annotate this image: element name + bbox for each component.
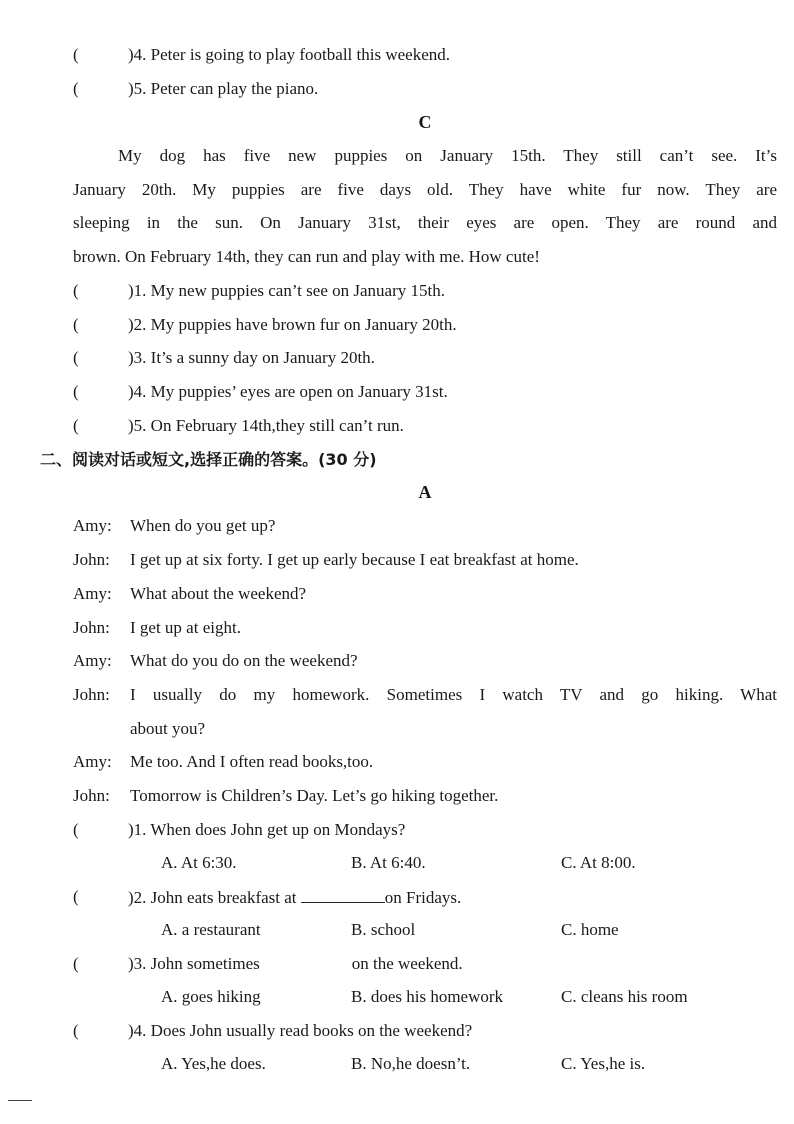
option-c: C. home bbox=[561, 920, 619, 939]
question-text: )5. On February 14th,they still can’t run. bbox=[128, 416, 404, 435]
answer-paren: ( bbox=[73, 79, 79, 98]
dialogue-line bbox=[73, 584, 306, 604]
option-c: C. Yes,he is. bbox=[561, 1054, 646, 1073]
question-text: )2. My puppies have brown fur on January 20th. bbox=[128, 315, 457, 334]
answer-paren: ( bbox=[73, 1021, 79, 1040]
speaker-label: John: bbox=[73, 685, 110, 704]
option-c: C. cleans his room bbox=[561, 987, 688, 1006]
passage-line: brown. On February 14th, they can run and play with me. How cute! bbox=[73, 247, 540, 266]
option-a: A. At 6:30. bbox=[161, 853, 237, 872]
dialogue-text: I get up at six forty. I get up early because I eat breakfast at home. bbox=[130, 550, 579, 569]
part-heading: A bbox=[418, 482, 432, 502]
option-b: B. No,he doesn’t. bbox=[351, 1054, 471, 1073]
dialogue-line bbox=[73, 516, 275, 536]
dialogue-line bbox=[73, 651, 358, 671]
dialogue-continuation: about you? bbox=[130, 719, 206, 738]
speaker-label: Amy: bbox=[73, 516, 112, 535]
dialogue-text: Tomorrow is Children’s Day. Let’s go hiking together. bbox=[130, 786, 499, 805]
answer-paren: ( bbox=[73, 416, 79, 435]
answer-paren: ( bbox=[73, 954, 79, 973]
passage-line: January 20th. My puppies are five days old. They have white fur now. They are bbox=[73, 180, 777, 199]
dialogue-line bbox=[73, 618, 241, 638]
question-text: )3. It’s a sunny day on January 20th. bbox=[128, 348, 375, 367]
dialogue-text: What about the weekend? bbox=[130, 584, 307, 603]
answer-paren: ( bbox=[73, 382, 79, 401]
speaker-label: John: bbox=[73, 786, 110, 805]
question-text: )4. My puppies’ eyes are open on January 31st. bbox=[128, 382, 448, 401]
dialogue-text: When do you get up? bbox=[130, 516, 276, 535]
question-text: )5. Peter can play the piano. bbox=[128, 79, 319, 98]
answer-paren: ( bbox=[73, 315, 79, 334]
speaker-label: Amy: bbox=[73, 752, 112, 771]
speaker-label: Amy: bbox=[73, 651, 112, 670]
question-text-pre: )3. John sometimes bbox=[128, 954, 260, 973]
dialogue-text: What do you do on the weekend? bbox=[130, 651, 358, 670]
answer-paren: ( bbox=[73, 887, 79, 906]
question-text-post: on the weekend. bbox=[351, 954, 463, 973]
speaker-label: John: bbox=[73, 618, 110, 637]
answer-paren: ( bbox=[73, 45, 79, 64]
option-a: A. goes hiking bbox=[161, 987, 261, 1006]
dialogue-text: Me too. And I often read books,too. bbox=[130, 752, 374, 771]
option-a: A. a restaurant bbox=[161, 920, 261, 939]
section-title: 二、阅读对话或短文,选择正确的答案。(30 分) bbox=[40, 450, 377, 469]
dialogue-line bbox=[73, 550, 579, 570]
dialogue-line bbox=[73, 685, 777, 705]
question-text-post: on Fridays. bbox=[384, 888, 462, 907]
answer-blank bbox=[301, 887, 385, 903]
option-c: C. At 8:00. bbox=[561, 853, 636, 872]
question-text bbox=[128, 954, 463, 974]
option-b: B. school bbox=[351, 920, 416, 939]
dialogue-text: I get up at eight. bbox=[130, 618, 241, 637]
question-text: )1. When does John get up on Mondays? bbox=[128, 820, 406, 839]
answer-paren: ( bbox=[73, 348, 79, 367]
page-edge-mark bbox=[8, 1100, 32, 1101]
part-heading: C bbox=[418, 112, 432, 132]
question-text bbox=[128, 887, 461, 908]
speaker-label: Amy: bbox=[73, 584, 112, 603]
option-b: B. does his homework bbox=[351, 987, 504, 1006]
question-text: )4. Does John usually read books on the weekend? bbox=[128, 1021, 473, 1040]
option-b: B. At 6:40. bbox=[351, 853, 426, 872]
passage-line: My dog has five new puppies on January 15th. They still can’t see. It’s bbox=[118, 146, 777, 165]
option-a: A. Yes,he does. bbox=[161, 1054, 266, 1073]
question-text-pre: )2. John eats breakfast at bbox=[128, 888, 297, 907]
answer-paren: ( bbox=[73, 820, 79, 839]
answer-paren: ( bbox=[73, 281, 79, 300]
speaker-label: John: bbox=[73, 550, 110, 569]
dialogue-line bbox=[73, 786, 498, 806]
passage-line: sleeping in the sun. On January 31st, their eyes are open. They are round and bbox=[73, 213, 777, 232]
dialogue-line bbox=[73, 752, 373, 772]
dialogue-text: I usually do my homework. Sometimes I watch TV and go hiking. What bbox=[130, 685, 777, 704]
question-text: )4. Peter is going to play football this weekend. bbox=[128, 45, 450, 64]
question-text: )1. My new puppies can’t see on January 15th. bbox=[128, 281, 445, 300]
